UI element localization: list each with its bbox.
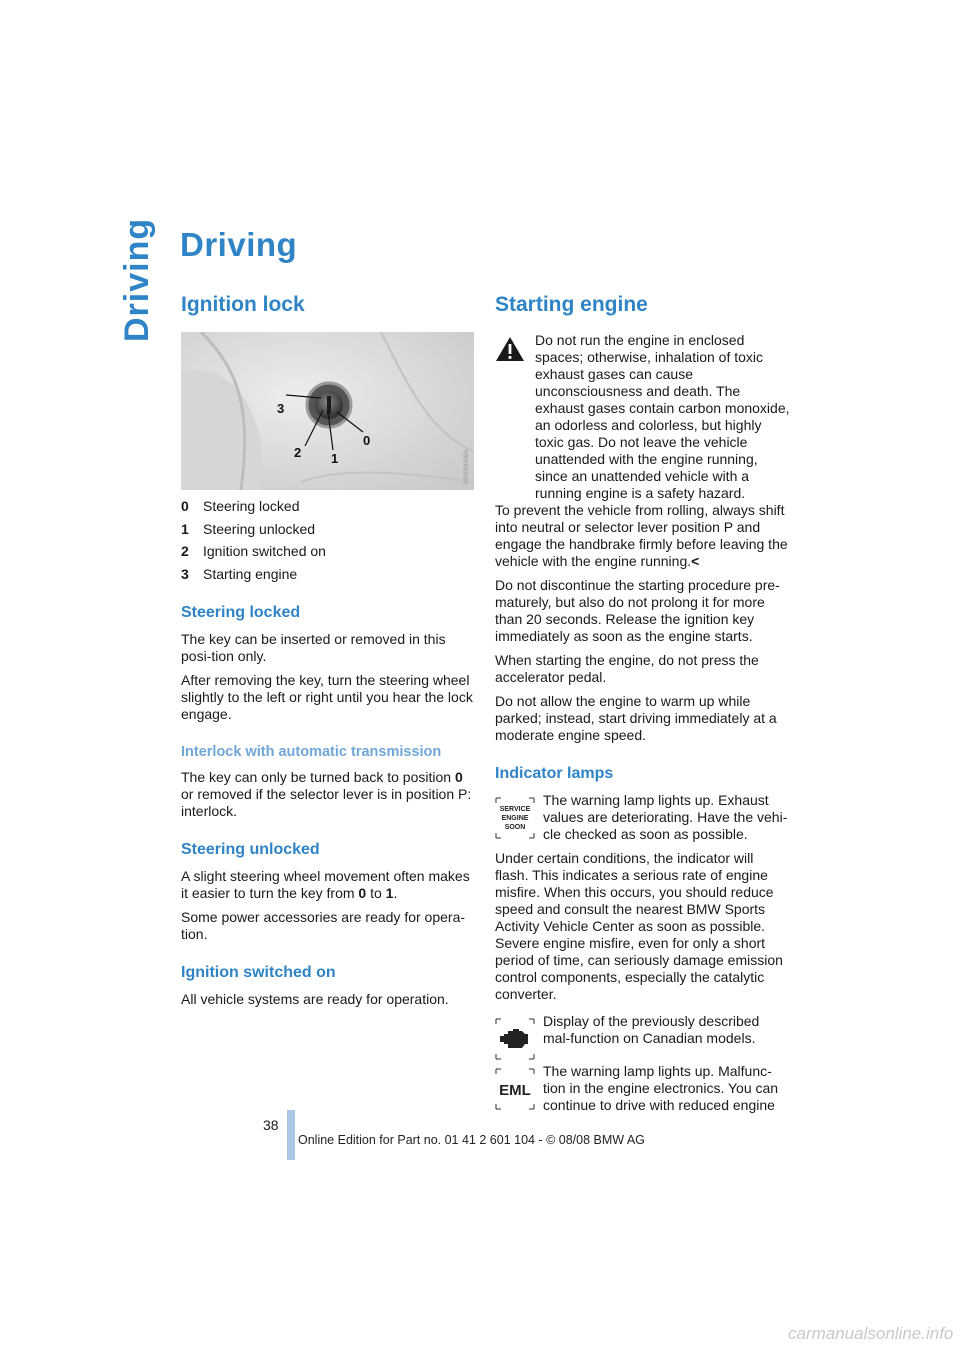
legend-number: 2 (181, 543, 189, 559)
section-heading-starting-engine: Starting engine (495, 293, 648, 316)
paragraph-steering-unlocked (181, 868, 476, 902)
warning-text: Do not run the engine in enclosed spaces; otherwise, inhalation of toxic exhaust gases can cause unconsciousness and death. The exhaust gases contain carbon monoxide, an odorless and colorless, but highly toxic gas. Do not leave the vehicle unattended with the engine running, since an unattended vehicle with a running engine is a safety hazard. (535, 332, 790, 501)
service-engine-soon-icon (495, 796, 535, 840)
warning-block (495, 332, 790, 502)
callout-3: 3 (277, 401, 285, 416)
lamp-icon-text: SERVICE (499, 806, 531, 813)
paragraph: Do not discontinue the starting procedure pre-maturely, but also do not prolong it for more than 20 seconds. Release the ignition key immediately as soon as the engine starts. (495, 577, 780, 644)
lamp-block-engine (495, 1013, 790, 1047)
legend-text: Ignition switched on (203, 543, 326, 559)
page-number: 38 (263, 1117, 279, 1133)
side-tab (110, 217, 156, 342)
right-column (495, 292, 790, 1121)
lamp-icon-text: SOON (504, 824, 526, 831)
legend-text: Steering locked (203, 498, 300, 514)
legend-number: 0 (181, 498, 189, 514)
lamp-icon-text: ENGINE (501, 815, 529, 822)
warning-triangle-icon (495, 336, 525, 362)
footer-bar (287, 1110, 295, 1160)
eml-icon-text: EML (499, 1082, 531, 1099)
paragraph: Do not allow the engine to warm up while parked; instead, start driving immediately at a moderate engine speed. (495, 693, 777, 743)
side-tab-label: Driving (118, 217, 156, 342)
legend-item (181, 498, 476, 515)
callout-1: 1 (331, 451, 339, 466)
ignition-lock-figure (181, 332, 474, 490)
paragraph: Under certain conditions, the indicator will flash. This indicates a serious rate of engine misfire. When this occurs, you should reduce speed and consult the nearest BMW Sports Activity Vehicle Center as soon as possible. Severe engine misfire, even for only a short period of time, can seriously damage emission control components, especially the catalytic converter. (495, 850, 783, 1002)
subheading-indicator-lamps: Indicator lamps (495, 765, 614, 782)
text-bold: 0 (358, 884, 367, 901)
lamp-block-eml (495, 1063, 790, 1114)
legend-number: 3 (181, 565, 189, 582)
text-run: to (366, 884, 386, 901)
subheading-interlock: Interlock with automatic transmission (181, 743, 442, 760)
ignition-lock-illustration (181, 332, 474, 490)
legend-number: 1 (181, 520, 189, 537)
figure-code: MV08306MA (464, 449, 470, 484)
legend-list (181, 498, 476, 583)
text-run: . (393, 884, 398, 901)
watermark: carmanualsonline.info (788, 1324, 954, 1343)
callout-0: 0 (363, 433, 371, 448)
paragraph: After removing the key, turn the steering wheel slightly to the left or right until you hear the lock engage. (181, 671, 473, 722)
text-run: or removed if the selector lever is in position P: interlock. (181, 785, 472, 819)
text-bold: 0 (454, 768, 463, 785)
warning-text-2: To prevent the vehicle from rolling, always shift into neutral or selector lever position P and engage the handbrake firmly before leaving the vehicle with the engine running. (495, 502, 788, 569)
end-mark: < (691, 553, 700, 569)
warning-text-2-para (495, 502, 790, 570)
text-run: A slight steering wheel movement often makes it easier to turn the key from (181, 867, 470, 901)
page-title: Driving (180, 226, 298, 263)
subheading-steering-unlocked: Steering unlocked (181, 840, 320, 858)
legend-text: Starting engine (203, 565, 298, 582)
eml-icon (495, 1067, 535, 1111)
subheading-steering-locked: Steering locked (181, 603, 301, 621)
left-column (181, 292, 476, 1015)
footer-edition: Online Edition for Part no. 01 41 2 601 104 - © 08/08 BMW AG (298, 1133, 645, 1147)
paragraph: The key can be inserted or removed in this posi-tion only. (181, 630, 446, 664)
paragraph: When starting the engine, do not press the accelerator pedal. (495, 652, 759, 685)
text-bold: 1 (385, 884, 394, 901)
paragraph: Some power accessories are ready for opera-tion. (181, 908, 466, 942)
legend-text: Steering unlocked (203, 520, 316, 537)
subheading-ignition-on: Ignition switched on (181, 963, 336, 981)
check-engine-icon (495, 1017, 535, 1061)
legend-item (181, 521, 476, 538)
section-heading-ignition-lock: Ignition lock (181, 293, 305, 316)
paragraph: All vehicle systems are ready for operation. (181, 990, 449, 1007)
lamp-description: The warning lamp lights up. Exhaust values are deteriorating. Have the vehi-cle checked as soon as possible. (543, 792, 788, 842)
legend-item (181, 543, 476, 560)
paragraph-interlock (181, 769, 476, 820)
lamp-block-service-engine-soon (495, 792, 790, 843)
lamp-description: The warning lamp lights up. Malfunc-tion in the engine electronics. You can continue to drive with reduced engine (543, 1063, 779, 1113)
warning-text-wrap (535, 332, 790, 502)
legend-item (181, 566, 476, 583)
callout-2: 2 (294, 445, 302, 460)
text-run: The key can only be turned back to position (181, 768, 455, 785)
lamp-description: Display of the previously described mal-function on Canadian models. (543, 1013, 760, 1046)
